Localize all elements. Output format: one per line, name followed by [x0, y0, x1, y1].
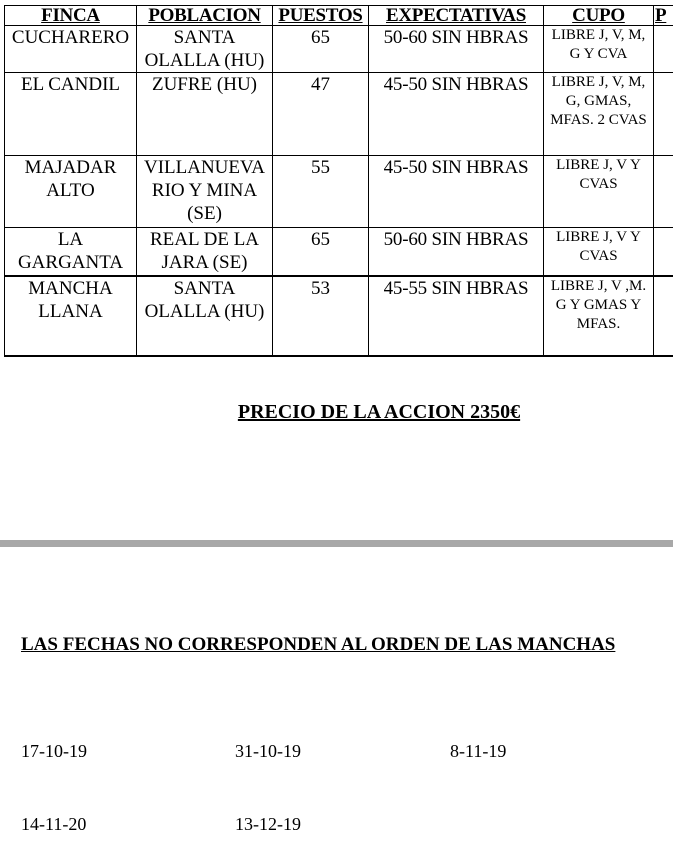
cell-extra — [654, 26, 673, 73]
cell-poblacion: VILLANUEVA RIO Y MINA (SE) — [137, 156, 273, 228]
dates-heading: LAS FECHAS NO CORRESPONDEN AL ORDEN DE LAS MANCHAS — [21, 634, 616, 655]
cell-expectativas: 45-50 SIN HBRAS — [369, 156, 544, 228]
header-expectativas: EXPECTATIVAS — [369, 6, 544, 26]
cell-cupo: LIBRE J, V ,M. G Y GMAS Y MFAS. — [544, 276, 654, 356]
cell-finca: MANCHA LLANA — [5, 276, 137, 356]
cell-puestos: 55 — [273, 156, 369, 228]
date-item: 13-12-19 — [235, 814, 301, 834]
cell-extra — [654, 228, 673, 276]
cell-poblacion: SANTA OLALLA (HU) — [137, 276, 273, 356]
cell-extra — [654, 276, 673, 356]
header-puestos: PUESTOS — [273, 6, 369, 26]
cell-expectativas: 50-60 SIN HBRAS — [369, 26, 544, 73]
table-row — [5, 276, 673, 356]
table-row — [5, 156, 673, 228]
cell-poblacion: REAL DE LA JARA (SE) — [137, 228, 273, 276]
cell-cupo: LIBRE J, V Y CVAS — [544, 156, 654, 228]
cell-cupo: LIBRE J, V Y CVAS — [544, 228, 654, 276]
share-price: PRECIO DE LA ACCION 2350€ — [237, 401, 521, 423]
cell-extra — [654, 73, 673, 156]
fincas-table — [4, 5, 673, 357]
cell-cupo: LIBRE J, V, M, G Y CVA — [544, 26, 654, 73]
cell-expectativas: 45-55 SIN HBRAS — [369, 276, 544, 356]
cell-extra — [654, 156, 673, 228]
cell-poblacion: SANTA OLALLA (HU) — [137, 26, 273, 73]
cell-puestos: 53 — [273, 276, 369, 356]
table-row — [5, 26, 673, 73]
cell-poblacion: ZUFRE (HU) — [137, 73, 273, 156]
cell-puestos: 65 — [273, 26, 369, 73]
header-poblacion: POBLACION — [137, 6, 273, 26]
cell-cupo: LIBRE J, V, M, G, GMAS, MFAS. 2 CVAS — [544, 73, 654, 156]
cell-puestos: 65 — [273, 228, 369, 276]
date-item: 8-11-19 — [450, 741, 507, 761]
cell-puestos: 47 — [273, 73, 369, 156]
page-2 — [0, 547, 673, 844]
table-row — [5, 228, 673, 276]
date-item: 14-11-20 — [21, 814, 87, 834]
page-divider — [0, 540, 673, 547]
header-cupo: CUPO — [544, 6, 654, 26]
cell-expectativas: 50-60 SIN HBRAS — [369, 228, 544, 276]
cell-expectativas: 45-50 SIN HBRAS — [369, 73, 544, 156]
cell-finca: EL CANDIL — [5, 73, 137, 156]
table-row — [5, 73, 673, 156]
cell-finca: CUCHARERO — [5, 26, 137, 73]
cell-finca: LA GARGANTA — [5, 228, 137, 276]
header-finca: FINCA — [5, 6, 137, 26]
cell-finca: MAJADAR ALTO — [5, 156, 137, 228]
date-item: 31-10-19 — [235, 741, 301, 761]
date-item: 17-10-19 — [21, 741, 87, 761]
header-extra: P — [654, 6, 673, 26]
table-header-row — [5, 6, 673, 26]
